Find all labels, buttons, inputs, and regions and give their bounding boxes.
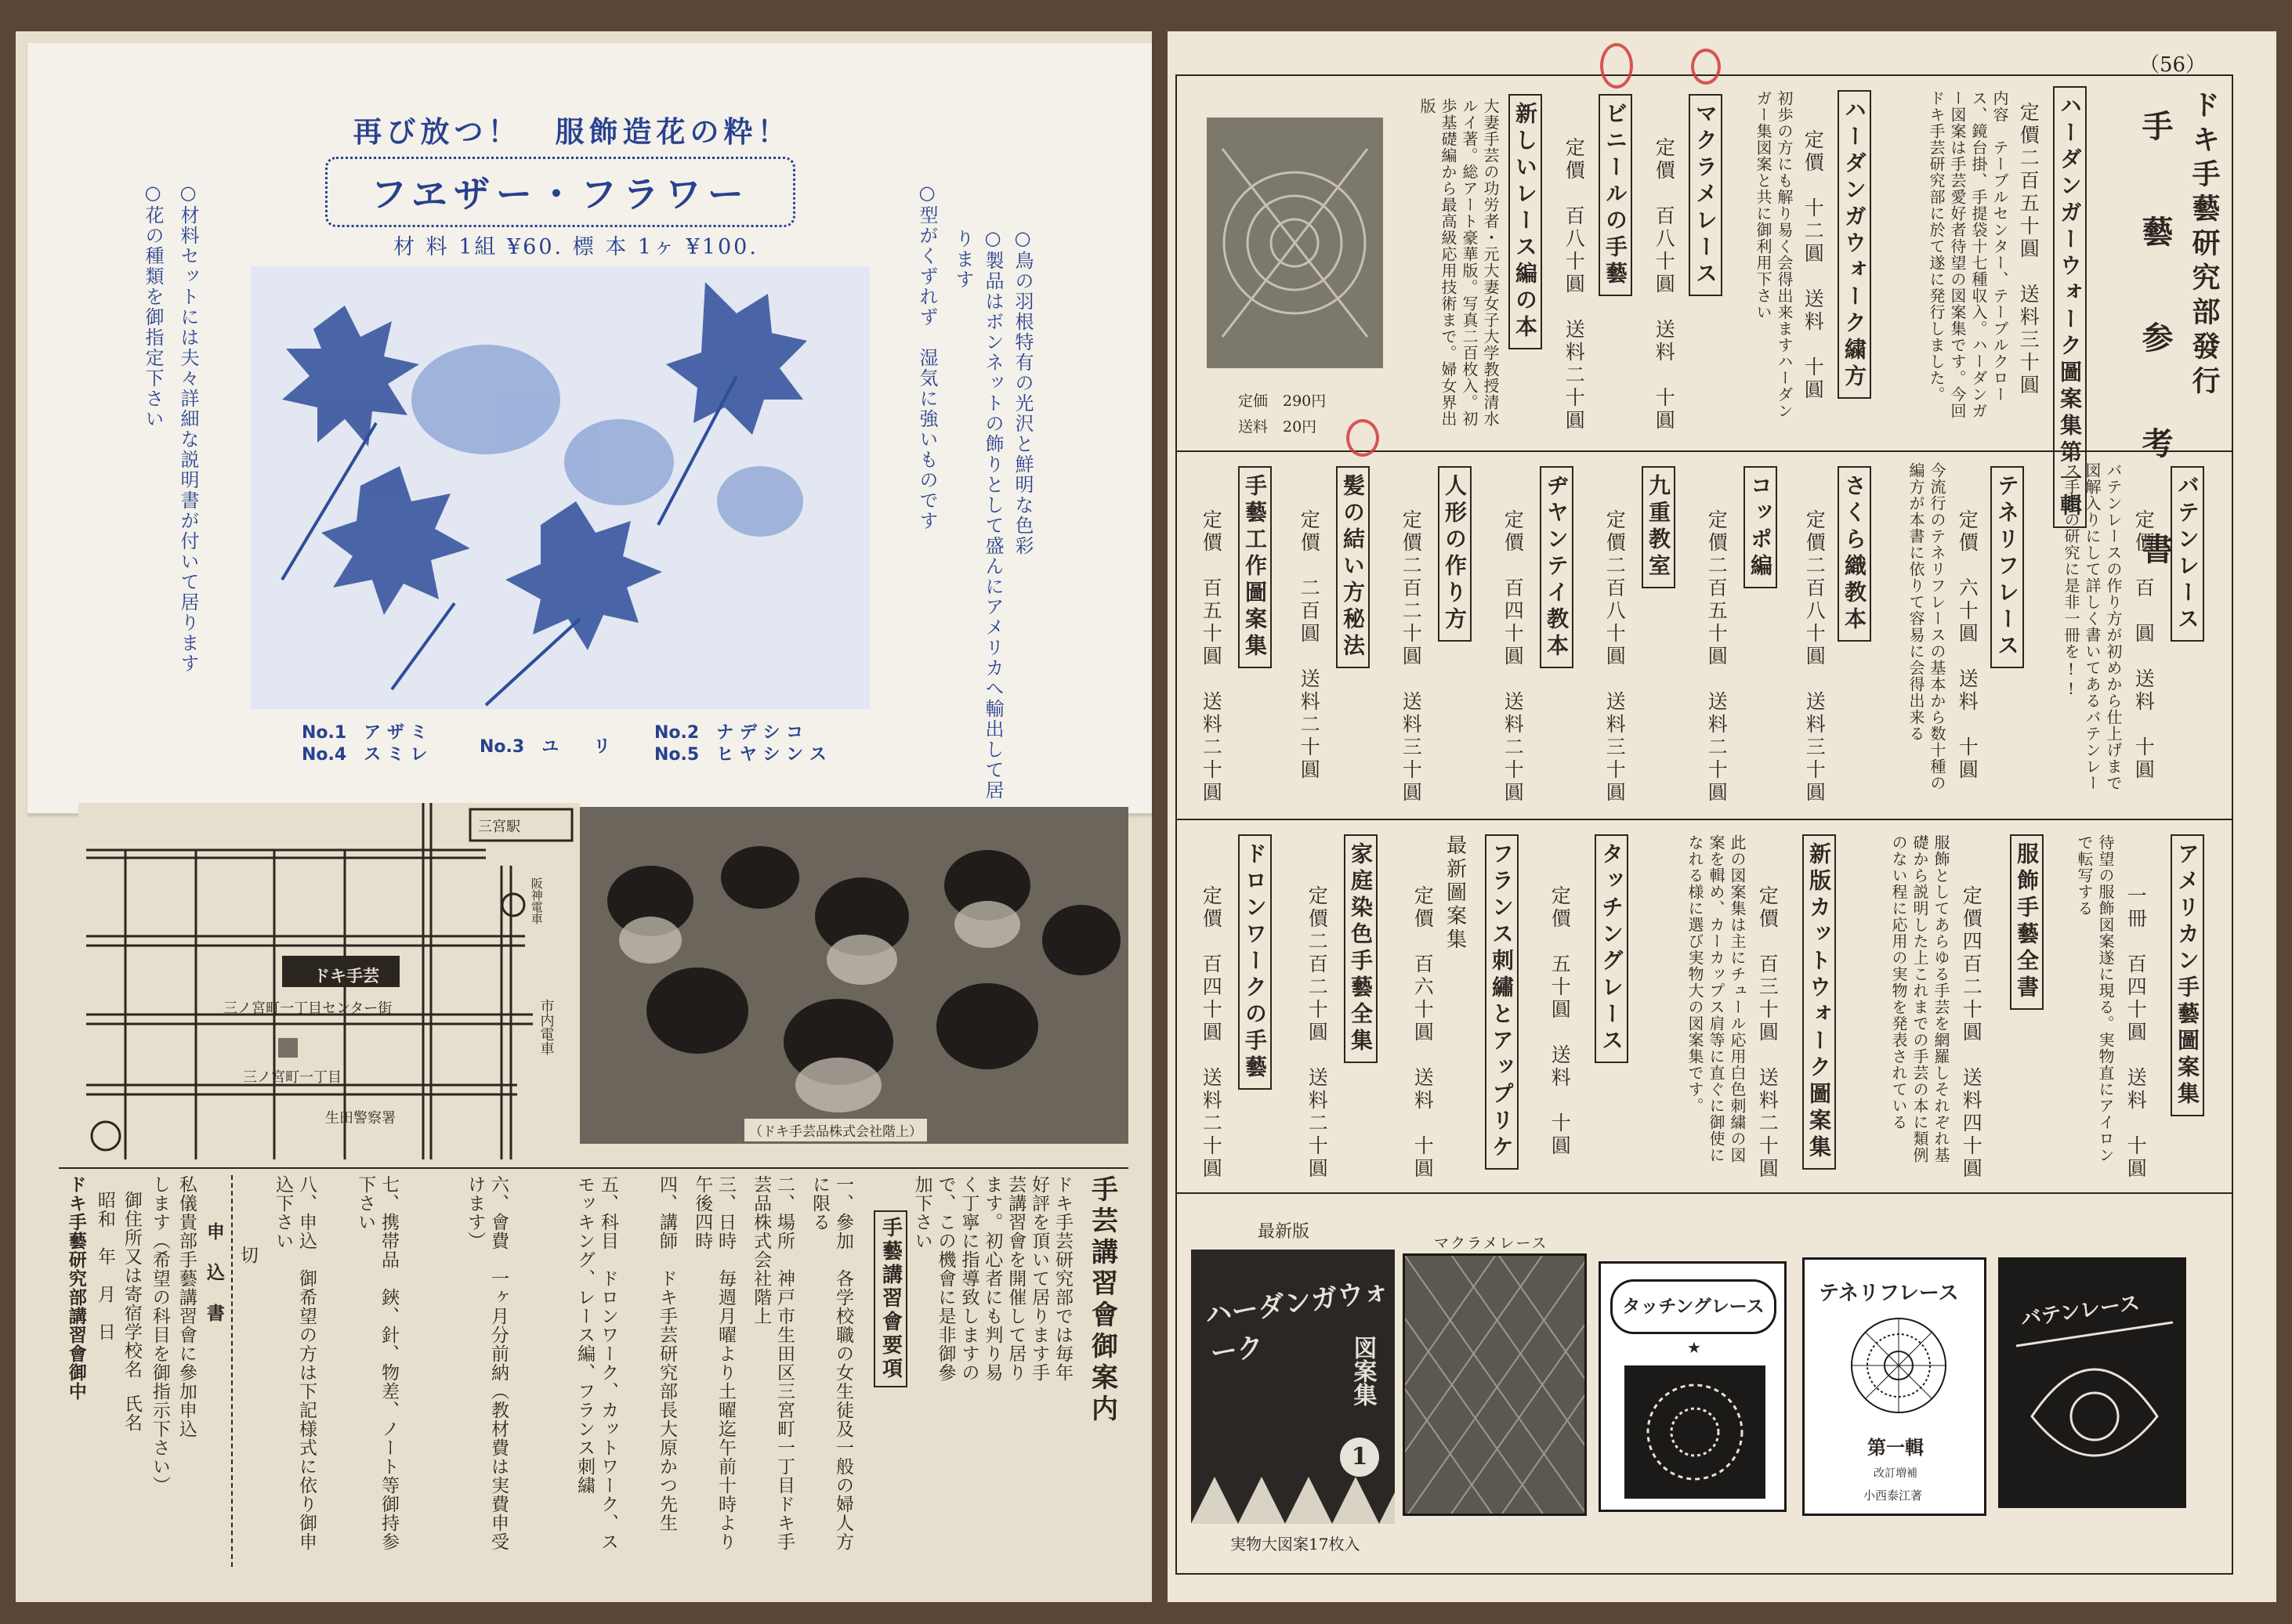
lecture-intro: ドキ手芸研究部では毎年好評を頂いて居ります手芸講習會を開催して居ります。初心者にも判り易く丁寧に指導致しますので、この機會に是非御參加下さい — [911, 1175, 1073, 1382]
book-price: 定價 百四十圓 送料二十圓 — [1200, 885, 1223, 1181]
form-line-5: 昭和 年 月 日 — [94, 1191, 115, 1341]
lace-pattern — [1207, 118, 1383, 368]
book-desc: 此の図案集は主にチュール応用白色刺繍の図案を輯め、カーカップス肩等に直ぐに御使になれる様に選び実物大の図案集です。 — [1686, 834, 1747, 1163]
cover-hardanger-sub: 図案集 — [1349, 1336, 1377, 1406]
book-price: 定價 二百圓 送料二十圓 — [1298, 509, 1321, 782]
masthead-publisher: ドキ手藝研究部發行 — [2188, 90, 2221, 400]
lecture-item-4: 四、講師 ドキ手芸研究部長大原かつ先生 — [657, 1175, 677, 1532]
masthead-title: 手 藝 参 考 書 — [2137, 110, 2174, 583]
cover-macrame-pattern — [1405, 1256, 1587, 1516]
flower-illustration — [251, 266, 870, 709]
crowd-photo — [580, 807, 1128, 1144]
lecture-item-8: 八、申込 御希望の方は下記様式に依り御申込下さい — [273, 1175, 317, 1551]
book-price: 定價 百 圓 送料 十圓 — [2132, 509, 2156, 782]
cover-tatting-motif — [1624, 1365, 1765, 1499]
book-title-tenerife: テネリフレース — [1990, 466, 2024, 668]
lace-photo — [1207, 118, 1383, 368]
photo-caption: （ドキ手芸品株式会社階上） — [744, 1119, 927, 1141]
book-title-home-dyeing: 家庭染色手藝全集 — [1344, 834, 1378, 1063]
ad-title: フヱザー・フラワー — [371, 173, 750, 215]
ad-note-5: ○材料セットには夫々詳細な説明書が付いて居ります — [177, 182, 199, 674]
map-tram-label: 市内電車 — [538, 999, 555, 1055]
book-title-hair-styling: 髪の結い方秘法 — [1336, 466, 1370, 668]
map-shop-label: ドキ手芸 — [313, 967, 379, 986]
ad-legend-item: No.3 ユ リ — [480, 737, 611, 757]
form-line-2: します（希望の科目を御指示下さい） — [149, 1175, 170, 1495]
book-desc: バテンレースの作り方が初めから仕上げまで図解入りにして詳しく書いてあるバテンレース手芸の研究に是非一冊を!! — [2062, 462, 2123, 791]
book-price: 定價 十二圓 送料 十圓 — [1801, 129, 1825, 402]
ad-note-2: ○製品はボンネットの飾りとして盛んにアメリカへ輸出して居 — [982, 227, 1004, 801]
book-price: 定價 百四十圓 送料二十圓 — [1501, 509, 1525, 805]
red-pen-mark — [1600, 43, 1633, 89]
book-price: 定價 五十圓 送料 十圓 — [1548, 885, 1572, 1158]
shop-map — [78, 803, 580, 1159]
ad-note-6: ○花の種類を御指定下さい — [142, 182, 164, 429]
cut-line — [231, 1175, 233, 1567]
book-title-batten-lace: バテンレース — [2171, 466, 2204, 642]
book-title-craft-designs: 手藝工作圖案集 — [1238, 466, 1272, 668]
ad-legend-col-2 — [480, 736, 610, 758]
lecture-item-2: 二、場所 神戸市生田区三宮町一丁目ドキ手芸品株式会社階上 — [751, 1175, 795, 1551]
red-pen-mark — [1691, 49, 1721, 85]
lecture-item-7: 七、携帯品 鋏、針、物差、ノート等御持参下さい — [355, 1175, 399, 1551]
cover-hardanger-title: ハーダンガウォーク — [1203, 1275, 1392, 1370]
lace-photo-price: 定価 290円 — [1238, 392, 1327, 410]
book-price: 定價 百五十圓 送料二十圓 — [1200, 509, 1223, 805]
label-latest-edition: 最新版 — [1258, 1222, 1310, 1242]
form-line-3: 御住所又は寄宿学校名 — [121, 1191, 142, 1379]
book-title-american-designs: アメリカン手藝圖案集 — [2171, 834, 2204, 1116]
map-station-label: 三宮駅 — [478, 819, 520, 835]
ad-legend-item: No.2 ナ デ シ コ — [654, 723, 804, 743]
lecture-item-3: 三、日時 毎週月曜より土曜迄午前十時より午後四時 — [692, 1175, 736, 1551]
book-price: 定價四百二十圓 送料四十圓 — [1960, 885, 1983, 1181]
cover-batten — [1998, 1257, 2186, 1508]
cover-batten-title: バテンレース — [2019, 1291, 2142, 1332]
book-title-hardanger-vol1: ハーダンガーウォーク圖案集第一輯 — [2053, 86, 2087, 528]
red-pen-mark — [1346, 419, 1379, 457]
book-price: 定價 百八十圓 送料 十圓 — [1653, 137, 1676, 432]
book-price: 定價二百五十圓 送料三十圓 — [2017, 102, 2040, 397]
page-number: （56） — [2139, 53, 2207, 77]
book-title-dress-crafts: 服飾手藝全書 — [2010, 834, 2044, 1010]
book-price: 定價 百三十圓 送料二十圓 — [1756, 885, 1780, 1181]
covers-caption: 実物大図案17枚入 — [1230, 1535, 1360, 1553]
lecture-item-6: 六、會費 一ヶ月分前納（教材費は実費申受けます） — [465, 1175, 509, 1551]
ad-note-4: ○型がくずれず 湿気に強いものです — [916, 182, 938, 531]
book-title-macrame: マクラメレース — [1689, 94, 1722, 296]
ad-legend-item: No.1 ア ザ ミ — [302, 723, 428, 743]
book-price: 定價二百八十圓 送料三十圓 — [1803, 509, 1827, 805]
star-icon: ★ — [1687, 1338, 1701, 1357]
book-title-sakura-weave: さくら織教本 — [1838, 466, 1871, 642]
lecture-requirements-title: 手藝講習會要項 — [874, 1210, 907, 1387]
cover-hardanger-number: 1 — [1340, 1438, 1379, 1477]
ad-legend-col-3 — [654, 722, 827, 765]
book-title-french-embroidery: フランス刺繡とアップリケ — [1485, 834, 1519, 1170]
book-desc: 待望の服飾図案遂に現る。実物直にアイロンで転写する — [2075, 834, 2115, 1163]
book-price: 定價二百八十圓 送料三十圓 — [1603, 509, 1627, 805]
book-price: 定價二百五十圓 送料二十圓 — [1705, 509, 1729, 805]
ad-headline: 再び放つ！ 服飾造花の粋！ — [353, 114, 791, 149]
book-desc: 服飾としてあらゆる手芸を網羅しそれぞれ基礎から説明した上これまでの手芸の本に類例のない程に応用の実物を発表されている — [1889, 834, 1950, 1163]
book-price: 一冊 百四十圓 送料 十圓 — [2124, 885, 2148, 1181]
row-divider — [1175, 819, 2233, 820]
book-desc: 今流行のテネリフレースの基本から数十種の編方が本書に依りて容易に会得出来る — [1906, 462, 1946, 791]
book-desc: 大妻手芸の功労者・元大妻女子大学教授清水ルイ著。総アート豪華版。写真二百枚入。初歩基礎編から最高級応用技術まで。婦女界出版 — [1418, 98, 1500, 427]
cover-tatting-title: タッチングレース — [1610, 1279, 1776, 1334]
book-title-kokonoe: 九重教室 — [1642, 466, 1675, 588]
cover-tenerife-wheel — [1848, 1315, 1950, 1416]
book-price: 定價 百八十圓 送料二十圓 — [1562, 137, 1586, 432]
book-title-cutwork: 新版カットウォーク圖案集 — [1802, 834, 1836, 1170]
cover-macrame — [1403, 1253, 1587, 1516]
cover-tenerife-vol: 第一輯 — [1867, 1437, 1924, 1459]
book-price: 定價二百二十圓 送料三十圓 — [1399, 509, 1423, 805]
book-title-drawnwork: ドロンワークの手藝 — [1238, 834, 1272, 1090]
lecture-title: 手芸講習會御案内 — [1086, 1175, 1118, 1426]
cut-label: 切 — [237, 1246, 258, 1264]
book-title-new-lace: 新しいレース編の本 — [1508, 94, 1542, 349]
ad-prices: 材 料 1組 ¥60. 標 本 1ヶ ¥100. — [393, 235, 759, 259]
lecture-item-1: 一、參加 各学校職の女生徒及一般の婦人方に限る — [809, 1175, 853, 1551]
form-line-1: 私儀貴部手藝講習會に參加申込 — [176, 1175, 197, 1438]
ad-legend-item: No.5 ヒ ヤ シ ン ス — [654, 744, 827, 765]
book-title-chanty: ヂヤンテイ教本 — [1540, 466, 1573, 668]
cover-tenerife-title: テネリフレース — [1819, 1282, 1959, 1305]
map-street2-label: 三ノ宮町一丁目 — [243, 1069, 342, 1086]
book-price: 定價 百六十圓 送料 十圓 — [1411, 885, 1435, 1181]
flower-photo — [251, 266, 870, 709]
map-police-label: 生田警察署 — [325, 1110, 396, 1127]
cover-tatting — [1599, 1261, 1787, 1512]
book-price: 定價 六十圓 送料 十圓 — [1956, 509, 1979, 782]
ad-note-3: ります — [952, 229, 974, 290]
map-street-label: 三ノ宮町一丁目センター街 — [223, 1000, 393, 1017]
book-desc: 内容 テーブルセンター、テーブルクロース、鏡台掛、手提袋十七種収入。ハーダンガー図案は手芸愛好者待望の図案集です。今回ドキ手芸研究部に於て遂に発行しました。 — [1927, 90, 2009, 419]
form-line-6: ドキ手藝研究部講習會御中 — [65, 1175, 87, 1401]
lace-photo-postage: 送料 20円 — [1238, 418, 1317, 436]
lecture-item-5: 五、科目 ドロンワーク、カットワーク、スモッキング、レース編、フランス刺繍 — [574, 1175, 618, 1551]
row-divider — [1175, 1192, 2233, 1194]
label-macrame: マクラメレース — [1434, 1235, 1548, 1252]
book-title-hardanger-method: ハーダンガウォーク繍方 — [1838, 90, 1871, 399]
book-title-tatting: タッチングレース — [1595, 834, 1628, 1063]
ad-title-frame — [325, 157, 795, 227]
book-price: 定價二百二十圓 送料二十圓 — [1305, 885, 1329, 1181]
form-title: 申 込 書 — [203, 1222, 225, 1322]
cover-tenerife-sub: 改訂増補 — [1874, 1467, 1917, 1480]
cover-zigzag-pattern — [1191, 1461, 1395, 1524]
map-tram2-label: 阪神電車 — [529, 877, 544, 924]
book-desc: 初歩の方にも解り易く会得出来ますハーダンガー集図案と共に御利用下さい — [1754, 90, 1794, 419]
book-title-koppo: コッポ編 — [1743, 466, 1777, 588]
book-title-doll-making: 人形の作り方 — [1438, 466, 1472, 642]
cover-tenerife-author: 小西泰江著 — [1863, 1488, 1923, 1503]
cover-hardanger — [1191, 1250, 1395, 1524]
book-title-vinyl: ビニールの手藝 — [1599, 94, 1632, 296]
ad-note-1: ○鳥の羽根特有の光沢と鮮明な色彩 — [1012, 227, 1034, 556]
shop-interior-photo — [580, 807, 1128, 1144]
ad-legend-col-1 — [302, 722, 428, 765]
cover-tenerife — [1802, 1257, 1986, 1516]
book-title-latest-designs: 最新圖案集 — [1443, 834, 1467, 952]
ad-legend-item: No.4 ス ミ レ — [302, 744, 428, 765]
form-line-4: 氏名 — [121, 1394, 142, 1432]
